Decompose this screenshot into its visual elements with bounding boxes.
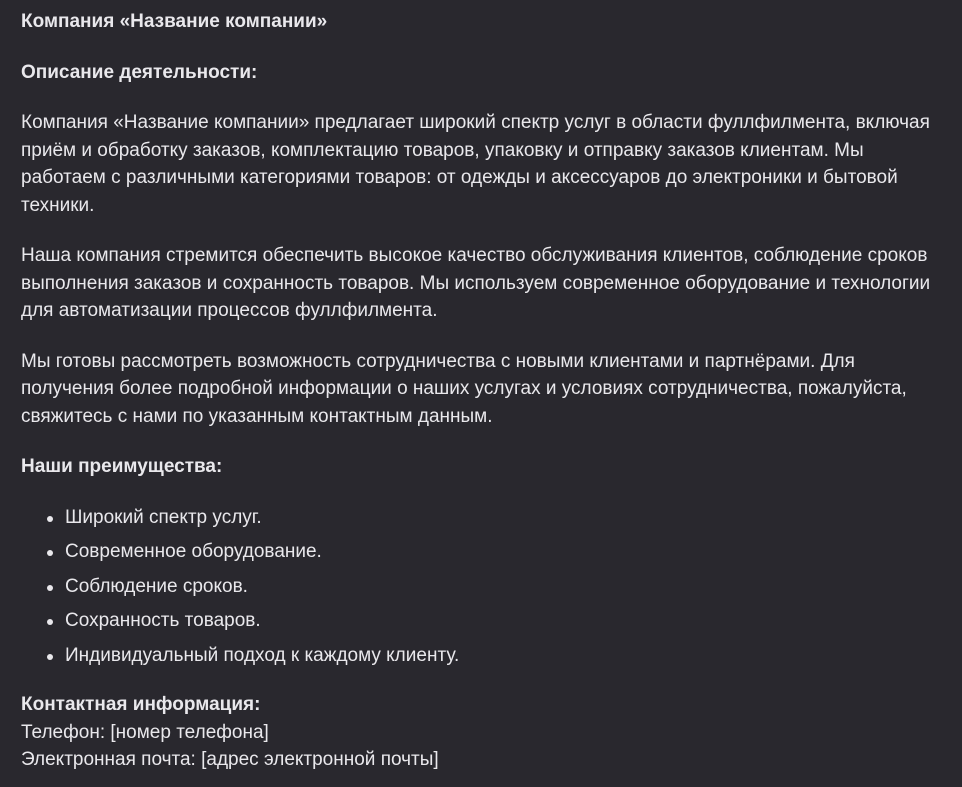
list-item: Сохранность товаров. [47, 607, 941, 635]
phone-line: Телефон: [номер телефона] [21, 721, 269, 743]
paragraph-services: Компания «Название компании» предлагает широкий спектр услуг в области фуллфилмента, включая приём и обработку заказов, комплектацию товаров, упаковку и отправку заказов клиентам. Мы работаем с различными категориями товаров: от одежды и аксессуаров до электроники и бытовой техники. [21, 112, 930, 216]
list-item: Широкий спектр услуг. [47, 504, 941, 532]
paragraph-quality: Наша компания стремится обеспечить высокое качество обслуживания клиентов, соблюдение сроков выполнения заказов и сохранность товаров. Мы используем современное оборудование и технологии для автоматизации процессов фуллфилмента. [21, 245, 931, 321]
message-content [21, 8, 941, 774]
paragraph-cooperation: Мы готовы рассмотреть возможность сотрудничества с новыми клиентами и партнёрами. Для получения более подробной информации о наших услугах и условиях сотрудничества, пожалуйста, свяжитесь с нами по указанным контактным данным. [21, 350, 907, 427]
list-item: Соблюдение сроков. [47, 573, 941, 601]
list-item: Индивидуальный подход к каждому клиенту. [47, 642, 941, 670]
email-line: Электронная почта: [адрес электронной почты] [21, 749, 439, 770]
document-title: Компания «Название компании» [21, 11, 328, 32]
list-item: Современное оборудование. [47, 538, 941, 566]
activity-heading: Описание деятельности: [21, 61, 258, 83]
advantages-heading: Наши преимущества: [21, 456, 223, 477]
advantages-list [21, 504, 941, 670]
contact-heading: Контактная информация: [21, 694, 261, 715]
